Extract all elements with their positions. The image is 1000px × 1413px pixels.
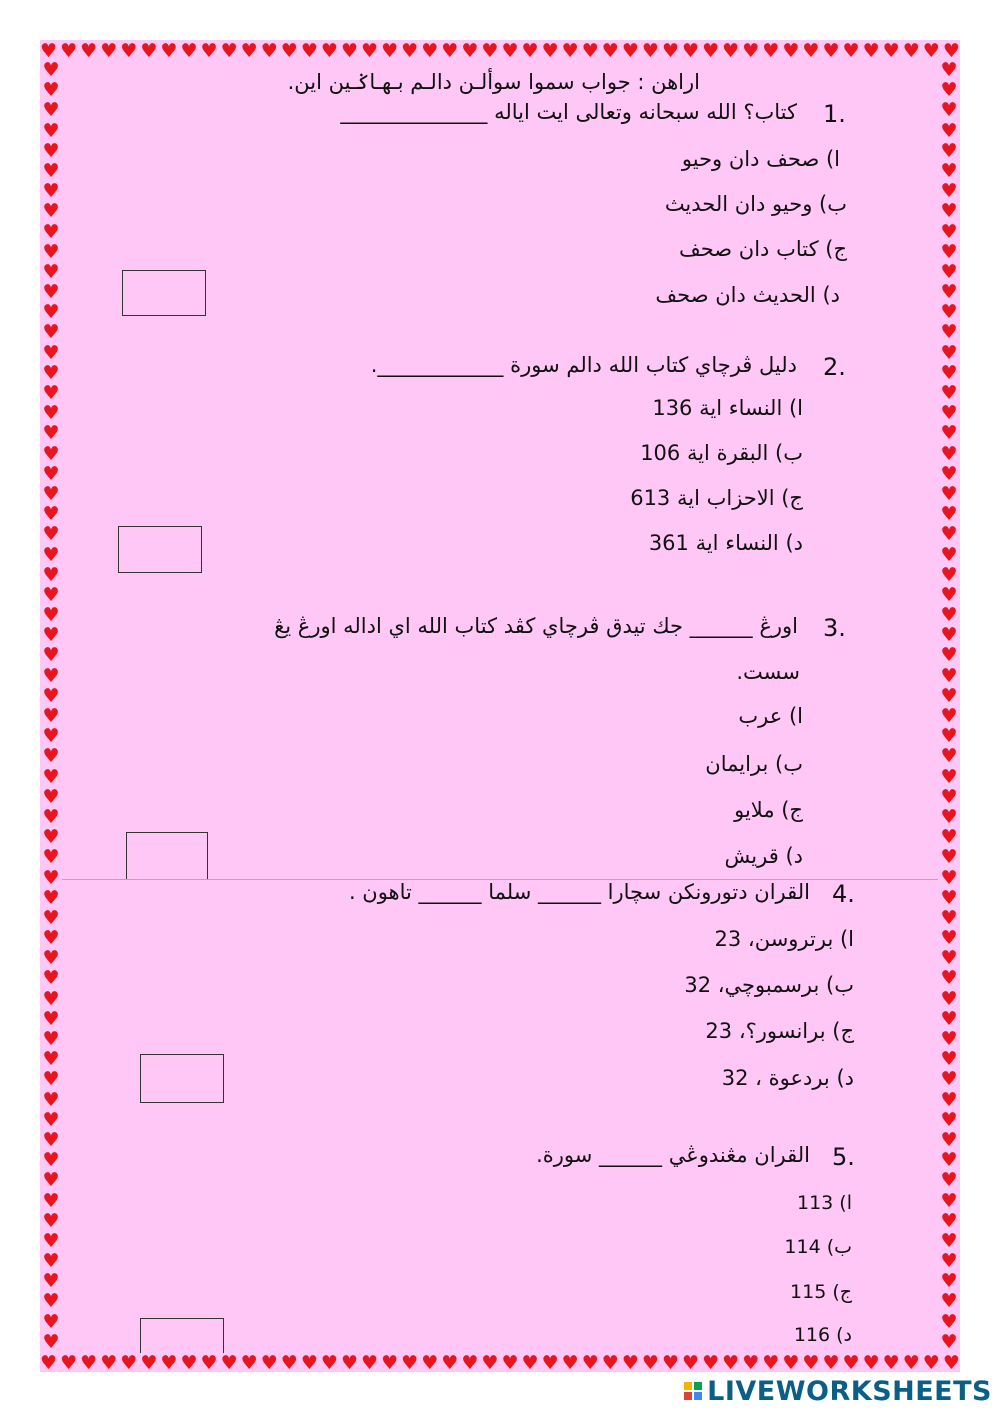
heart-icon: ♥ <box>940 503 958 526</box>
heart-icon: ♥ <box>180 1352 198 1374</box>
heart-icon: ♥ <box>702 40 720 62</box>
heart-icon: ♥ <box>42 624 60 647</box>
heart-icon: ♥ <box>940 361 958 384</box>
heart-icon: ♥ <box>561 40 579 62</box>
question-text: اورڠ ______ جك تيدق ڤرچاي كڤد كتاب الله اي اداله اورڠ يڠ <box>274 614 798 638</box>
heart-icon: ♥ <box>42 604 60 627</box>
heart-icon: ♥ <box>381 40 399 62</box>
option-a[interactable]: ا) صحف دان وحيو <box>681 147 840 171</box>
heart-icon: ♥ <box>120 40 138 62</box>
heart-icon: ♥ <box>42 422 60 445</box>
heart-icon: ♥ <box>42 523 60 546</box>
heart-icon: ♥ <box>80 1352 98 1374</box>
heart-icon: ♥ <box>661 40 679 62</box>
heart-icon: ♥ <box>42 745 60 768</box>
heart-icon: ♥ <box>42 563 60 586</box>
heart-icon: ♥ <box>521 40 539 62</box>
option-b[interactable]: ب) وحيو دان الحديث <box>664 192 847 216</box>
heart-icon: ♥ <box>42 765 60 788</box>
option-d[interactable]: د) قريش <box>724 844 803 868</box>
heart-icon: ♥ <box>940 99 958 122</box>
heart-icon: ♥ <box>940 159 958 182</box>
heart-icon: ♥ <box>940 240 958 263</box>
heart-icon: ♥ <box>100 1352 118 1374</box>
heart-icon: ♥ <box>461 40 479 62</box>
heart-icon: ♥ <box>541 1352 559 1374</box>
option-b[interactable]: ب) برسمبوچي، 32 <box>684 973 854 997</box>
heart-icon: ♥ <box>802 40 820 62</box>
heart-icon: ♥ <box>940 644 958 667</box>
option-c[interactable]: ج) الاحزاب اية 613 <box>630 486 803 510</box>
option-a[interactable]: ا) برتروسن، 23 <box>714 927 854 951</box>
heart-icon: ♥ <box>742 1352 760 1374</box>
option-d[interactable]: د) بردعوة ، 32 <box>721 1066 854 1090</box>
heart-icon: ♥ <box>42 1068 60 1091</box>
heart-icon: ♥ <box>940 846 958 869</box>
heart-icon: ♥ <box>940 523 958 546</box>
answer-box[interactable] <box>126 832 208 879</box>
heart-icon: ♥ <box>42 462 60 485</box>
heart-icon: ♥ <box>940 402 958 425</box>
heart-icon: ♥ <box>940 1068 958 1091</box>
heart-icon: ♥ <box>940 301 958 324</box>
heart-icon: ♥ <box>940 1108 958 1131</box>
heart-icon: ♥ <box>940 422 958 445</box>
heart-icon: ♥ <box>702 1352 720 1374</box>
heart-icon: ♥ <box>220 1352 238 1374</box>
option-c[interactable]: ج) 115 <box>790 1281 852 1303</box>
heart-icon: ♥ <box>882 1352 900 1374</box>
heart-icon: ♥ <box>940 543 958 566</box>
heart-icon: ♥ <box>641 1352 659 1374</box>
answer-box[interactable] <box>140 1318 224 1353</box>
heart-icon: ♥ <box>42 281 60 304</box>
heart-icon: ♥ <box>300 1352 318 1374</box>
question-number: 4. <box>832 880 855 908</box>
heart-icon: ♥ <box>42 1149 60 1172</box>
heart-icon: ♥ <box>40 1352 58 1374</box>
heart-icon: ♥ <box>940 1330 958 1352</box>
heart-icon: ♥ <box>940 1290 958 1313</box>
heart-icon: ♥ <box>300 40 318 62</box>
heart-icon: ♥ <box>822 1352 840 1374</box>
heart-icon: ♥ <box>42 826 60 849</box>
heart-icon: ♥ <box>140 40 158 62</box>
heart-icon: ♥ <box>940 482 958 505</box>
heart-icon: ♥ <box>42 200 60 223</box>
heart-icon: ♥ <box>940 826 958 849</box>
heart-icon: ♥ <box>922 1352 940 1374</box>
heart-icon: ♥ <box>42 644 60 667</box>
heart-icon: ♥ <box>320 40 338 62</box>
heart-icon: ♥ <box>862 40 880 62</box>
heart-icon: ♥ <box>42 220 60 243</box>
heart-icon: ♥ <box>940 60 958 81</box>
heart-icon: ♥ <box>940 886 958 909</box>
heart-icon: ♥ <box>140 1352 158 1374</box>
heart-icon: ♥ <box>401 1352 419 1374</box>
heart-icon: ♥ <box>902 1352 920 1374</box>
heart-icon: ♥ <box>42 1290 60 1313</box>
question-text: دليل ڤرچاي كتاب الله دالم سورة ____________. <box>370 353 797 377</box>
heart-icon: ♥ <box>42 159 60 182</box>
heart-icon: ♥ <box>940 382 958 404</box>
footer-brand[interactable] <box>683 1375 992 1407</box>
heart-icon: ♥ <box>42 382 60 404</box>
heart-icon: ♥ <box>922 40 940 62</box>
heart-icon: ♥ <box>42 139 60 162</box>
heart-icon: ♥ <box>42 725 60 748</box>
heart-icon: ♥ <box>940 1169 958 1192</box>
heart-icon: ♥ <box>940 462 958 485</box>
heart-icon: ♥ <box>940 442 958 465</box>
heart-icon: ♥ <box>42 321 60 344</box>
answer-box[interactable] <box>140 1054 224 1103</box>
question-number: 2. <box>823 353 846 381</box>
heart-icon: ♥ <box>42 967 60 990</box>
heart-icon: ♥ <box>42 705 60 727</box>
heart-icon: ♥ <box>682 1352 700 1374</box>
heart-icon: ♥ <box>280 40 298 62</box>
heart-icon: ♥ <box>160 1352 178 1374</box>
heart-icon: ♥ <box>240 1352 258 1374</box>
heart-icon: ♥ <box>42 503 60 526</box>
heart-icon: ♥ <box>940 987 958 1010</box>
heart-icon: ♥ <box>940 624 958 647</box>
heart-icon: ♥ <box>940 321 958 344</box>
heart-icon: ♥ <box>180 40 198 62</box>
heart-icon: ♥ <box>42 1330 60 1352</box>
liveworksheets-logo-icon <box>683 1381 703 1401</box>
heart-icon: ♥ <box>381 1352 399 1374</box>
heart-icon: ♥ <box>42 1028 60 1050</box>
instruction-text: اراهن : جواب سموا سوألـن دالـم بـهـاݢـين اين. <box>287 70 700 94</box>
heart-icon: ♥ <box>42 99 60 122</box>
heart-icon: ♥ <box>42 805 60 828</box>
heart-icon: ♥ <box>641 40 659 62</box>
question-text-continued: سست. <box>736 660 800 684</box>
heart-icon: ♥ <box>601 40 619 62</box>
heart-icon: ♥ <box>260 1352 278 1374</box>
heart-icon: ♥ <box>581 40 599 62</box>
heart-icon: ♥ <box>42 402 60 425</box>
heart-icon: ♥ <box>940 967 958 990</box>
heart-icon: ♥ <box>220 40 238 62</box>
heart-icon: ♥ <box>940 1229 958 1252</box>
heart-icon: ♥ <box>940 866 958 889</box>
heart-icon: ♥ <box>940 805 958 828</box>
option-a[interactable]: ا) عرب <box>738 704 803 728</box>
heart-icon: ♥ <box>401 40 419 62</box>
heart-icon: ♥ <box>842 40 860 62</box>
heart-icon: ♥ <box>42 583 60 606</box>
heart-icon: ♥ <box>42 886 60 909</box>
question-text: القران مڠندوڠي ______ سورة. <box>536 1143 810 1167</box>
heart-icon: ♥ <box>902 40 920 62</box>
heart-icon: ♥ <box>940 1310 958 1333</box>
heart-icon: ♥ <box>661 1352 679 1374</box>
heart-icon: ♥ <box>782 1352 800 1374</box>
heart-icon: ♥ <box>340 1352 358 1374</box>
option-d[interactable]: د) الحديث دان صحف <box>655 283 840 307</box>
heart-icon: ♥ <box>521 1352 539 1374</box>
option-c[interactable]: ج) كتاب دان صحف <box>678 237 847 261</box>
heart-icon: ♥ <box>42 906 60 929</box>
question-number: 3. <box>823 614 846 642</box>
heart-border-right <box>938 60 960 1352</box>
question-text: كتاب؟ الله سبحانه وتعالى ايت اياله ______________ <box>340 100 797 124</box>
heart-icon: ♥ <box>501 1352 519 1374</box>
heart-icon: ♥ <box>42 1108 60 1131</box>
heart-icon: ♥ <box>461 1352 479 1374</box>
option-b[interactable]: ب) 114 <box>784 1236 852 1258</box>
heart-icon: ♥ <box>942 40 960 62</box>
heart-icon: ♥ <box>940 139 958 162</box>
heart-icon: ♥ <box>940 927 958 950</box>
heart-icon: ♥ <box>940 79 958 102</box>
question-number: 5. <box>832 1143 855 1171</box>
option-a[interactable]: ا) النساء اية 136 <box>652 396 803 420</box>
heart-icon: ♥ <box>42 1169 60 1192</box>
heart-icon: ♥ <box>762 1352 780 1374</box>
heart-icon: ♥ <box>42 260 60 283</box>
heart-icon: ♥ <box>42 1270 60 1293</box>
heart-icon: ♥ <box>940 119 958 142</box>
heart-icon: ♥ <box>940 281 958 304</box>
heart-icon: ♥ <box>762 40 780 62</box>
heart-icon: ♥ <box>842 1352 860 1374</box>
heart-icon: ♥ <box>42 119 60 142</box>
heart-icon: ♥ <box>621 40 639 62</box>
heart-icon: ♥ <box>940 1048 958 1071</box>
heart-icon: ♥ <box>481 1352 499 1374</box>
heart-icon: ♥ <box>361 1352 379 1374</box>
heart-border-left <box>40 60 62 1352</box>
heart-icon: ♥ <box>42 1088 60 1111</box>
heart-icon: ♥ <box>42 1048 60 1071</box>
heart-icon: ♥ <box>940 180 958 203</box>
heart-icon: ♥ <box>581 1352 599 1374</box>
heart-icon: ♥ <box>100 40 118 62</box>
heart-icon: ♥ <box>742 40 760 62</box>
heart-icon: ♥ <box>42 664 60 687</box>
heart-icon: ♥ <box>421 40 439 62</box>
heart-icon: ♥ <box>561 1352 579 1374</box>
heart-icon: ♥ <box>42 301 60 324</box>
option-d[interactable]: د) 116 <box>793 1324 852 1346</box>
heart-icon: ♥ <box>42 1209 60 1232</box>
heart-icon: ♥ <box>942 1352 960 1374</box>
heart-icon: ♥ <box>822 40 840 62</box>
heart-icon: ♥ <box>42 1229 60 1252</box>
heart-icon: ♥ <box>862 1352 880 1374</box>
heart-icon: ♥ <box>940 200 958 223</box>
heart-icon: ♥ <box>42 866 60 889</box>
heart-icon: ♥ <box>940 1128 958 1151</box>
option-b[interactable]: ب) برايمان <box>705 752 803 776</box>
heart-icon: ♥ <box>541 40 559 62</box>
heart-icon: ♥ <box>42 1310 60 1333</box>
heart-icon: ♥ <box>621 1352 639 1374</box>
option-c[interactable]: ج) ملايو <box>734 798 803 822</box>
heart-icon: ♥ <box>940 604 958 627</box>
heart-icon: ♥ <box>802 1352 820 1374</box>
heart-icon: ♥ <box>240 40 258 62</box>
heart-icon: ♥ <box>60 1352 78 1374</box>
heart-icon: ♥ <box>42 240 60 263</box>
heart-icon: ♥ <box>940 1028 958 1050</box>
heart-icon: ♥ <box>42 785 60 808</box>
heart-icon: ♥ <box>42 1007 60 1030</box>
heart-icon: ♥ <box>940 906 958 929</box>
heart-icon: ♥ <box>722 1352 740 1374</box>
heart-icon: ♥ <box>320 1352 338 1374</box>
heart-icon: ♥ <box>782 40 800 62</box>
heart-icon: ♥ <box>42 543 60 566</box>
question-number: 1. <box>823 100 846 128</box>
heart-icon: ♥ <box>940 725 958 748</box>
heart-icon: ♥ <box>40 40 58 62</box>
heart-icon: ♥ <box>42 1128 60 1151</box>
heart-icon: ♥ <box>940 220 958 243</box>
heart-icon: ♥ <box>682 40 700 62</box>
option-a[interactable]: ا) 113 <box>797 1192 852 1214</box>
heart-icon: ♥ <box>42 846 60 869</box>
heart-icon: ♥ <box>42 1250 60 1273</box>
heart-icon: ♥ <box>940 1270 958 1293</box>
heart-icon: ♥ <box>340 40 358 62</box>
heart-icon: ♥ <box>940 664 958 687</box>
heart-icon: ♥ <box>42 482 60 505</box>
option-c[interactable]: ج) برانسور؟، 23 <box>705 1019 854 1043</box>
heart-border-top <box>40 40 960 62</box>
heart-icon: ♥ <box>42 1189 60 1212</box>
heart-icon: ♥ <box>601 1352 619 1374</box>
heart-icon: ♥ <box>722 40 740 62</box>
heart-icon: ♥ <box>940 341 958 364</box>
heart-icon: ♥ <box>421 1352 439 1374</box>
heart-icon: ♥ <box>940 583 958 606</box>
heart-icon: ♥ <box>60 40 78 62</box>
option-b[interactable]: ب) البقرة اية 106 <box>640 441 803 465</box>
heart-icon: ♥ <box>120 1352 138 1374</box>
heart-icon: ♥ <box>260 40 278 62</box>
heart-icon: ♥ <box>882 40 900 62</box>
heart-icon: ♥ <box>940 745 958 768</box>
heart-icon: ♥ <box>80 40 98 62</box>
heart-icon: ♥ <box>200 40 218 62</box>
heart-icon: ♥ <box>441 1352 459 1374</box>
heart-icon: ♥ <box>42 341 60 364</box>
heart-icon: ♥ <box>42 60 60 81</box>
heart-icon: ♥ <box>940 947 958 970</box>
heart-icon: ♥ <box>42 180 60 203</box>
answer-box[interactable] <box>118 526 202 573</box>
heart-icon: ♥ <box>280 1352 298 1374</box>
heart-icon: ♥ <box>940 260 958 283</box>
heart-icon: ♥ <box>42 361 60 384</box>
heart-icon: ♥ <box>940 785 958 808</box>
heart-icon: ♥ <box>42 987 60 1010</box>
heart-icon: ♥ <box>42 442 60 465</box>
heart-icon: ♥ <box>481 40 499 62</box>
heart-icon: ♥ <box>940 1209 958 1232</box>
heart-icon: ♥ <box>42 79 60 102</box>
heart-icon: ♥ <box>940 563 958 586</box>
option-d[interactable]: د) النساء اية 361 <box>648 531 803 555</box>
brand-name: LIVEWORKSHEETS <box>707 1375 992 1407</box>
heart-icon: ♥ <box>160 40 178 62</box>
heart-icon: ♥ <box>42 927 60 950</box>
heart-border-bottom <box>40 1352 960 1374</box>
heart-icon: ♥ <box>940 765 958 788</box>
heart-icon: ♥ <box>940 1250 958 1273</box>
heart-icon: ♥ <box>940 1088 958 1111</box>
heart-icon: ♥ <box>501 40 519 62</box>
answer-box[interactable] <box>122 270 206 316</box>
heart-icon: ♥ <box>940 1007 958 1030</box>
heart-icon: ♥ <box>940 705 958 727</box>
heart-icon: ♥ <box>940 1149 958 1172</box>
heart-icon: ♥ <box>940 1189 958 1212</box>
heart-icon: ♥ <box>441 40 459 62</box>
heart-icon: ♥ <box>940 684 958 707</box>
heart-icon: ♥ <box>361 40 379 62</box>
question-text: القران دتورونكن سچارا ______ سلما ______ تاهون . <box>348 880 810 904</box>
heart-icon: ♥ <box>200 1352 218 1374</box>
heart-icon: ♥ <box>42 684 60 707</box>
heart-icon: ♥ <box>42 947 60 970</box>
